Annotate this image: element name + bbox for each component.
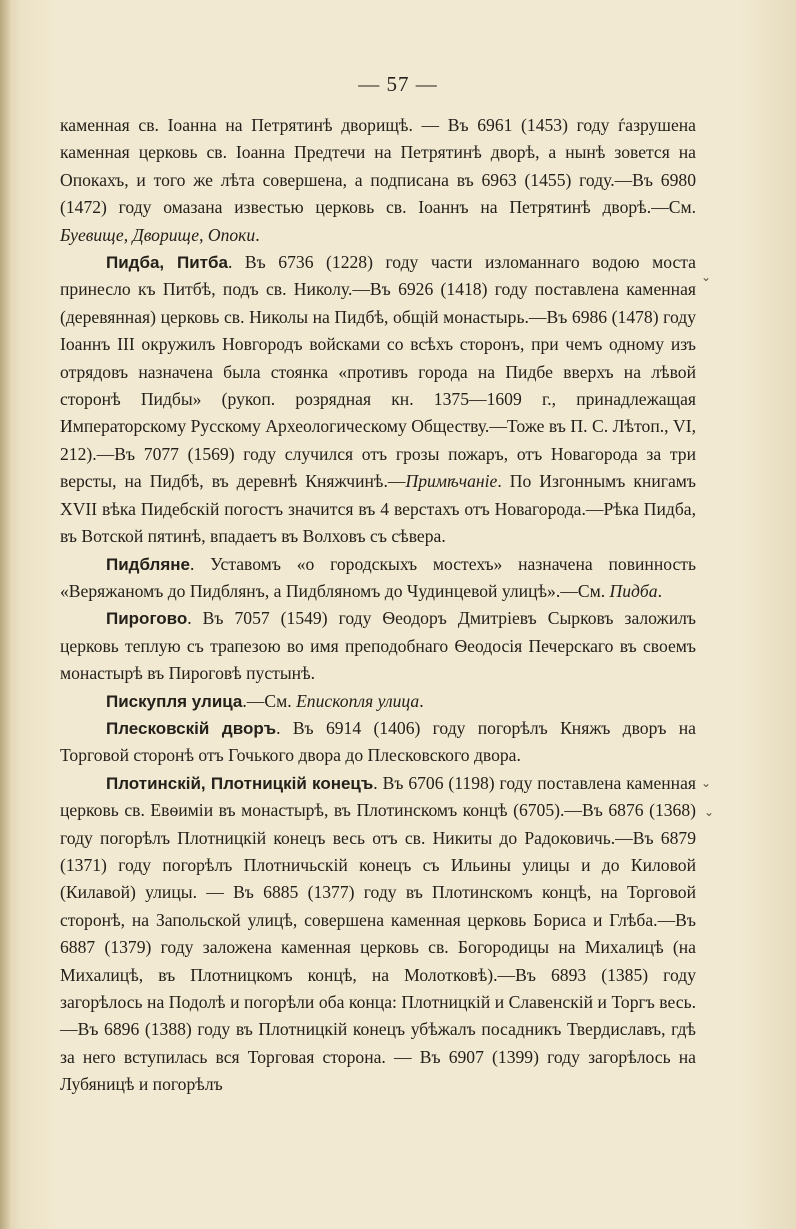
entry-text: .: [657, 580, 662, 601]
entry-text: каменная св. Іоанна на Петрятинѣ дворищѣ. — Въ 6961 (1453) году ѓазрушена каменная церковь св. Іоанна Предтечи на Петрятинѣ дворѣ, а нынѣ зовется на Опокахъ, и того же лѣта совершена, а подписана въ 6963 (1455) году.—Въ 6980 (1472) году омазана известью церковь св. Іоаннъ на Петрятинѣ дворѣ.—См.: [60, 115, 696, 218]
entry-piskuplya: [60, 688, 696, 715]
headword: Пирогово: [106, 609, 188, 629]
headword: Пидбляне: [106, 554, 190, 574]
entry-pidblyane: [60, 551, 696, 606]
entry-pleskovskiy: [60, 715, 696, 770]
book-spine-shadow: [0, 0, 10, 1229]
entry-plotinskiy: [60, 770, 696, 1099]
entry-text: . Въ 7057 (1549) году Ѳеодоръ Дмитріевъ Сырковъ заложилъ церковь теплую съ трапезою во имя преподобнаго Ѳеодосія Печерскаго въ своемъ монастырѣ въ Пироговѣ пустынѣ.: [60, 608, 696, 684]
cross-reference: Примѣчаніе: [405, 471, 498, 492]
margin-mark: ⌄: [701, 776, 712, 790]
entry-pidba: [60, 249, 696, 550]
headword: Плотинскій, Плотницкій конецъ: [106, 773, 374, 793]
entry-pirogovo: [60, 605, 696, 687]
entry-text: .: [255, 224, 260, 245]
cross-reference: Опоки: [207, 224, 256, 245]
cross-reference: Дворище: [132, 224, 200, 245]
entry-text: . Уставомъ «о городскыхъ мостехъ» назначена повинность «Веряжаномъ до Пидблянъ, а Пидбляномъ до Чудинцевой улицѣ».—См.: [60, 553, 696, 601]
entry-text: .—См.: [242, 690, 297, 711]
entry-continuation: [60, 112, 696, 249]
entry-text: .: [419, 690, 424, 711]
entry-text: . Въ 6706 (1198) году поставлена каменная церковь св. Евѳиміи въ монастырѣ, въ Плотинскомъ концѣ (6705).—Въ 6876 (1368) году погорѣлъ Плотницкій конецъ весь отъ св. Никиты до Радоковичь.—Въ 6879 (1371) году погорѣлъ Плотничьскій конецъ съ Ильины улицы и до Киловой (Килавой) улицы. — Въ 6885 (1377) году въ Плотинскомъ концѣ, на Торговой сторонѣ, на Запольской улицѣ, совершена каменная церковь Бориса и Глѣба.—Въ 6887 (1379) году заложена каменная церковь св. Богородицы на Михалицѣ (на Михалицѣ, въ Плотницкомъ концѣ, на Молотковѣ).—Въ 6893 (1385) году загорѣлось на Подолѣ и погорѣли оба конца: Плотницкій и Славенскій и Торгъ весь.—Въ 6896 (1388) году въ Плотницкій конецъ убѣжалъ посадникъ Твердиславъ, гдѣ за него вступилась вся Торговая сторона. — Въ 6907 (1399) году загорѣлось на Лубяницѣ и погорѣлъ: [60, 772, 696, 1095]
margin-mark: ⌄: [704, 805, 715, 819]
page-body: [60, 112, 696, 1099]
entry-text: . Въ 6736 (1228) году части изломаннаго водою моста принесло къ Питбѣ, подъ св. Николу.—Въ 6926 (1418) году поставлена каменная (деревянная) церковь св. Николы на Пидбѣ, общій монастырь.—Въ 6986 (1478) году Іоаннъ III окружилъ Новгородъ войсками со всѣхъ сторонъ, при чемъ одному изъ отрядовъ назначена была стоянка «противъ города на Пидбе вверхъ на лѣвой сторонѣ Пидбы» (рукоп. розрядная кн. 1375—1609 г., принадлежащая Императорскому Русскому Археологическому Обществу.—Тоже въ П. С. Лѣтоп., VI, 212).—Въ 7077 (1569) году случился отъ грозы пожаръ, отъ Новагорода за три версты, на Пидбѣ, въ деревнѣ Княжчинѣ.—: [60, 252, 696, 492]
headword: Плесковскій дворъ: [106, 718, 277, 738]
margin-mark: ⌄: [701, 270, 712, 284]
page-number: — 57 —: [358, 72, 438, 96]
entry-text: ,: [199, 224, 208, 245]
cross-reference: Буевище: [60, 224, 124, 245]
entry-text: . По Изгоннымъ книгамъ XVII вѣка Пидебскій погостъ значится въ 4 верстахъ отъ Новагорода.—Рѣка Пидба, въ Вотской пятинѣ, впадаетъ въ Волховъ съ сѣвера.: [60, 471, 696, 547]
entry-text: ,: [123, 224, 133, 245]
cross-reference: Пидба: [609, 580, 658, 601]
entry-text: . Въ 6914 (1406) году погорѣлъ Княжъ дворъ на Торговой сторонѣ отъ Гочького двора до Плесковского двора.: [60, 717, 696, 766]
headword: Пидба, Питба: [106, 253, 228, 273]
cross-reference: Епископля улица: [296, 690, 420, 711]
headword: Пискупля улица: [106, 691, 243, 711]
